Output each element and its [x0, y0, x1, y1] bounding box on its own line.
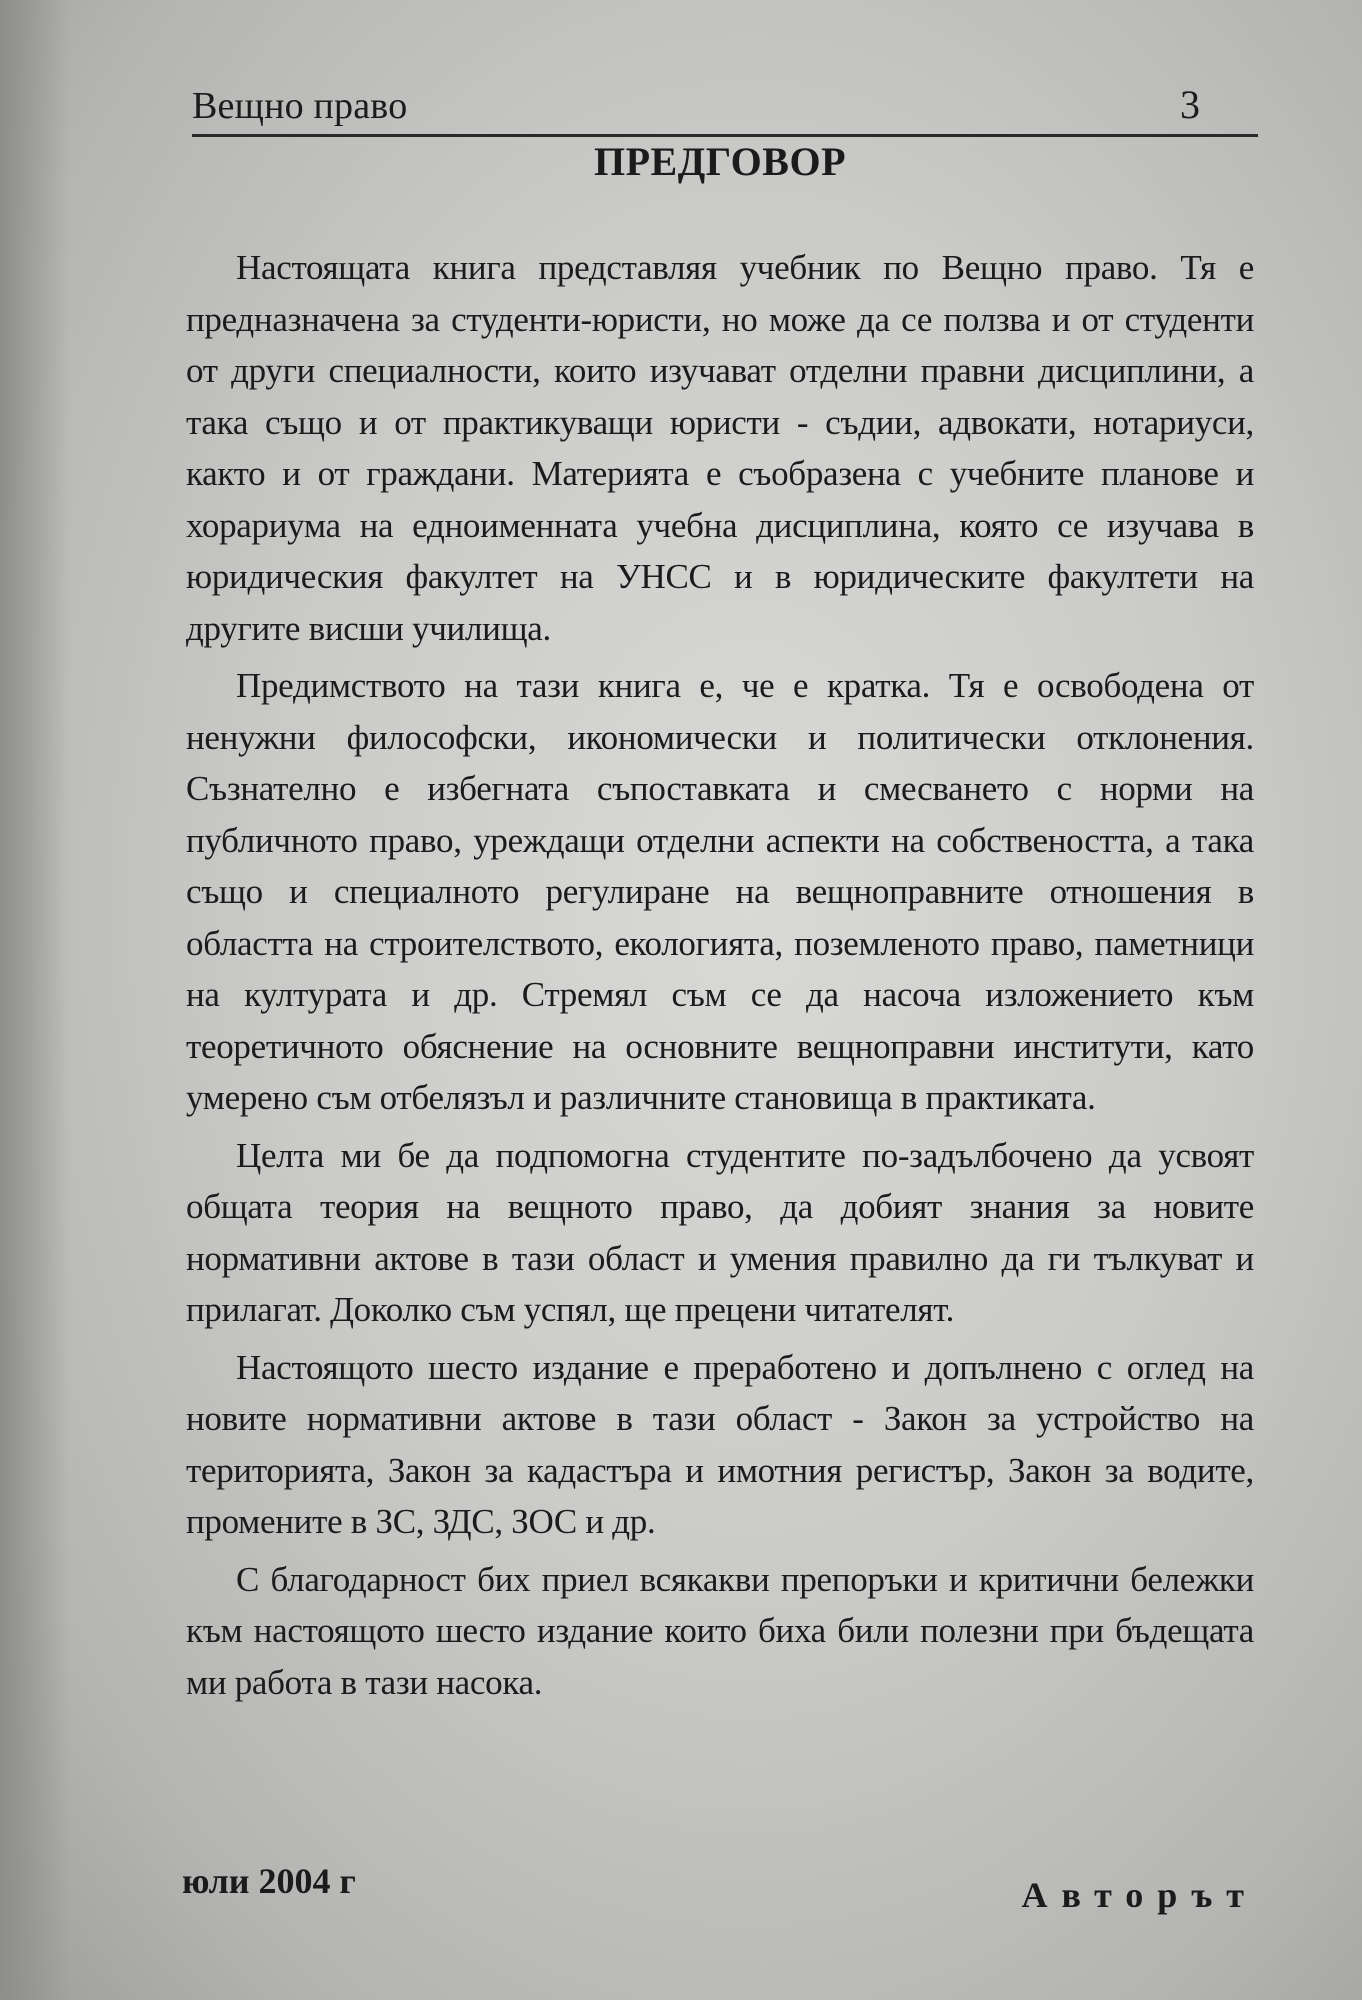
paragraph-1: Настоящата книга представляя учебник по Вещно право. Тя е предназначена за студенти-юристи, но може да се ползва и от студенти от други специалности, които изучават отделни правни дисциплини, а така също и от практикуващи юристи - съдии, адвокати, нотариуси, както и от граждани. Материята е съобразена с учебните планове и хорариума на едноименната учебна дисциплина, която се изучава в юридическия факултет на УНСС и в юридическите факултети на другите висши училища.	[186, 248, 1254, 648]
running-head	[192, 78, 1258, 137]
preface-body	[186, 242, 1254, 1714]
page-heading: ПРЕДГОВОР	[593, 139, 847, 184]
preface-author: Авторът	[1021, 1875, 1258, 1915]
preface-date: юли 2004 г	[182, 1861, 356, 1901]
page-edge-shadow	[0, 0, 70, 2000]
book-page	[182, 70, 1258, 1950]
running-head-title: Вещно право	[192, 85, 408, 127]
paragraph-4: Настоящото шесто издание е преработено и допълнено с оглед на новите нормативни актове в тази област - Закон за устройство на територията, Закон за кадастъра и имотния регистър, Закон за водите, промените в ЗС, ЗДС, ЗОС и др.	[186, 1347, 1254, 1541]
paragraph-5: С благодарност бих приел всякакви препоръки и критични бележки към настоящото шесто издание които биха били полезни при бъдещата ми работа в тази насока.	[186, 1559, 1254, 1702]
paragraph-3: Целта ми бе да подпомогна студентите по-задълбочено да усвоят общата теория на вещното право, да добият знания за новите нормативни актове в тази област и умения правилно да ги тълкуват и прилагат. Доколко съм успял, ще прецени читателят.	[186, 1135, 1254, 1329]
preface-footer	[182, 1860, 1258, 1920]
paragraph-2: Предимството на тази книга е, че е кратка. Тя е освободена от ненужни философски, икономически и политически отклонения. Съзнателно е избегната съпоставката и смесването с норми на публичното право, уреждащи отделни аспекти на собствеността, а така също и специалното регулиране на вещноправните отношения в областта на строителството, екологията, поземленото право, паметници на културата и др. Стремял съм се да насоча изложението към теоретичното обяснение на основните вещноправни институти, като умерено съм отбелязъл и различните становища в практиката.	[186, 666, 1254, 1117]
page-number: 3	[1180, 82, 1200, 127]
